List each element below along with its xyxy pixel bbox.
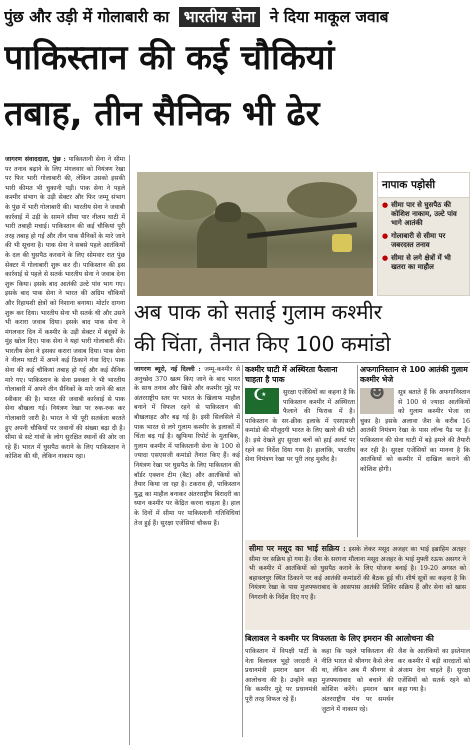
bullet-icon: ●	[382, 201, 389, 209]
afghanistan-body: सूत्र बताते हैं कि अफगानिस्तान से 100 से ज्यादा आतंकियों को गुलाम कश्मीर भेजा जा चुका है। इसके अलावा जैश के करीब 16 आतंकी नियंत्रण रेखा के पास लॉन्च पैड पर हैं। पाकिस्तान की सेना घाटी में बड़े हमले की तैयारी कर रही है। सुरक्षा एजेंसियों का मानना है कि आतंकियों को कश्मीर में दाखिल कराने की कोशिश होगी।	[360, 389, 470, 473]
mid-article	[134, 365, 240, 737]
sidebar-title: नापाक पड़ोसी	[378, 173, 469, 198]
masood-box	[245, 540, 470, 630]
afghanistan-headline: अफगानिस्तान से 100 आतंकी गुलाम कश्मीर भेजे	[360, 365, 468, 384]
sidebar-item-text: गोलाबारी से सीमा पर जबरदस्त तनाव	[391, 232, 446, 249]
bilawal-article	[245, 634, 470, 746]
left-article	[5, 155, 125, 745]
sidebar-list-item	[382, 232, 465, 250]
bilawal-col-1: पाकिस्तान में विपक्षी पार्टी के नेता बिलावल भुट्टो जरदारी ने प्रधानमंत्री इमरान खान की आलोचना की है। उन्होंने कहा कि कश्मीर मुद्दे पर प्रधानमंत्री पूरी तरह विफल रहे हैं।	[245, 648, 318, 703]
subhead-line-1: अब पाक को सताई गुलाम कश्मीर	[134, 300, 383, 324]
column-divider	[242, 365, 243, 737]
bilawal-headline: बिलावल ने कश्मीर पर विफलता के लिए इमरान की आलोचना की	[245, 634, 434, 643]
person-photo-icon	[360, 388, 394, 414]
bilawal-col-2: कहा कि पहले पाकिस्तान की नीति भारत से श्रीनगर कैसे लेना था, लेकिन अब मैं श्रीनगर से मुजफ्फराबाद को बचाने की कोशिश करेंगे। इमरान खान अंतरराष्ट्रीय मंच पर समर्थन जुटाने में नाकाम रहे।	[321, 648, 394, 713]
bilawal-col-3: जैश के आतंकियों का इस्तेमाल कर कश्मीर में बड़ी वारदातों को अंजाम देना चाहते हैं। सुरक्षा एजेंसियों को सतर्क रहने को कहा गया है।	[397, 648, 470, 694]
bullet-icon: ●	[382, 232, 389, 240]
mid-body: जम्मू-कश्मीर से अनुच्छेद 370 खत्म किए जाने के बाद भारत के साथ तनाव और खिसे और कश्मीर मुद्दे पर अंतरराष्ट्रीय स्तर पर भारत के खिलाफ माहौल बनाने में विफल रहने से पाकिस्तान की बौखलाहट और बढ़ गई है। इसी सिलसिले में पाक भारत से लगे गुलाम कश्मीर के इलाकों में चिंता बढ़ गई है। खुफिया रिपोर्ट के मुताबिक, गुलाम कश्मीर में पाकिस्तानी सेना के 100 से ज्यादा एसएसजी कमांडो तैनात किए हैं। कई नियंत्रण रेखा पर घुसपैठ के लिए पाकिस्तान की बॉर्डर एक्शन टीम (बैट) और आतंकियों को तैयार किया जा रहा है। टकराव ही, पाकिस्तान युद्ध का माहौल बनाकर अंतरराष्ट्रीय बिरादरी का ध्यान कश्मीर पर केंद्रित करना चाहता है। हाल के दिनों में सीमा पर पाकिस्तानी गतिविधियां तेज हुई हैं। सुरक्षा एजेंसियां चौकस हैं।	[134, 366, 240, 527]
kashmir-article	[245, 365, 355, 537]
left-dateline: जागरण संवाददाता, पुंछ :	[5, 156, 66, 163]
masood-headline: सीमा पर मसूद का भाई सक्रिय :	[249, 544, 346, 553]
afghanistan-article	[360, 365, 470, 537]
headline-line-1: पाकिस्तान की कई चौकियां	[4, 38, 335, 78]
sidebar-box	[377, 172, 470, 296]
pakistan-flag-icon	[245, 388, 279, 414]
left-body: पाकिस्तानी सेना ने सीमा पर तनाव बढ़ाने के लिए मंगलवार को नियंत्रण रेखा पर फिर भारी गोलाबारी की, लेकिन उसको इसकी भारी कीमत भी चुकानी पड़ी। पाक सेना ने पहले कश्मीर संभाग के उड़ी सेक्टर और फिर जम्मू संभाग के पुंछ में भारी गोलाबारी की। भारतीय सेना ने जवाबी कार्रवाई में उड़ी के सामने सीमा पार नीलम घाटी में भारी तबाही मचाई। पाकिस्तान की कई चौकियां पूरी तरह तबाह हो गई और तीन पाक सैनिकों के मारे जाने की भी सूचना है। पाक सेना ने सबसे पहले आतंकियों के दल की घुसपैठ करवाने के लिए सोमवार रात पुंछ सेक्टर में गोलाबारी शुरू कर दी। पाकिस्तान की इस कार्रवाई से पहले से सतर्क भारतीय सेना ने जवाब देना शुरू किया। इसके बाद आतंकी उल्टे पांव भाग गए। इसके बाद पाक सेना ने भारत की अग्रिम चौकियों और रिहायशी क्षेत्रों को निशाना बनाया। मोर्टार दागना शुरू कर दिया। भारतीय सेना भी सतर्क थी और उसने भी करारा जवाब दिया। इसके बाद पाक सेना ने मंगलवार दिन में कश्मीर के उड़ी सेक्टर में बंदूकों के मुंह खोल दिए। पाक सेना ने यहां भारी गोलाबारी की। भारतीय सेना ने इसका करारा जवाब दिया। पाक सेना ने नीलम घाटी में अपने कई ठिकाने गंवा दिए। पाक सेना की कई चौकियां तबाह हो गई और कई सैनिक मारे गए। पाकिस्तान के सेना प्रवक्ता ने भी भारतीय गोलाबारी में अपने तीन सैनिकों के मारे जाने की बात स्वीकार की है। भारत की जवाबी कार्रवाई से पाक सेना बौखला गई। नियंत्रण रेखा पर रुक-रुक कर गोलाबारी जारी है। भारत ने भी पूरी सतर्कता बरतते हुए अपनी चौकियों पर जवानों की संख्या बढ़ा दी है। सीमा से सटे गांवों के लोग सुरक्षित स्थानों की ओर जा रहे हैं। भारत में घुसपैठ कराने के लिए पाकिस्तान ने कोशिश की थी, लेकिन नाकाम रहा।	[5, 156, 125, 461]
subhead-rule	[134, 362, 470, 363]
column-divider	[357, 365, 358, 537]
soldier-photo	[137, 172, 373, 296]
headline-line-2: तबाह, तीन सैनिक भी ढेर	[4, 94, 320, 134]
sidebar-list	[378, 198, 469, 279]
kashmir-text	[245, 388, 355, 536]
sidebar-list-item	[382, 201, 465, 228]
bilawal-columns	[245, 647, 470, 743]
masood-body: इसके लेकर मसूद अजहर का भाई इब्राहिम अतहर सीमा पर सक्रिय हो गया है। जैश के सरगना मौलाना मसूद अजहर के भाई मुफ्ती रऊफ असगर ने भी कश्मीर में आतंकियों को घुसपैठ कराने के लिए योजना बनाई है। 19-20 अगस्त को बहावलपुर स्थित ठिकाने पर कई आतंकी कमांडरों की बैठक हुई थी। शीर्ष सूत्रों का कहना है कि नियंत्रण रेखा के पास मुजफ्फराबाद के आसपास आतंकी शिविर सक्रिय हैं और सेना को खास निगरानी के निर्देश दिए गए हैं।	[249, 546, 466, 601]
kicker-before: पुंछ और उड़ी में गोलाबारी का	[4, 8, 170, 26]
afghanistan-text	[360, 388, 470, 536]
sidebar-item-text: सीमा पार से घुसपैठ की कोशिश नाकाम, उल्टे पांव भागे आतंकी	[391, 201, 457, 227]
sidebar-list-item	[382, 254, 465, 272]
subhead-line-2: की चिंता, तैनात किए 100 कमांडो	[134, 332, 391, 356]
kashmir-body: सुरक्षा एजेंसियों का कहना है कि पाकिस्तान कश्मीर में अस्थिरता फैलाने की फिराक में है। पाकिस्तान के सर-क्रीक इलाके में एसएसजी कमांडो की मौजूदगी भारत के लिए खतरे की घंटी है। इसे देखते हुए सुरक्षा बलों को हाई अलर्ट पर रहने का निर्देश दिया गया है। हालांकि, भारतीय सेना नियंत्रण रेखा पर पूरी तरह मुस्तैद है।	[245, 389, 355, 464]
kicker-line	[4, 2, 470, 32]
kashmir-headline: कश्मीर घाटी में अस्थिरता फैलाना चाहता है पाक	[245, 365, 338, 384]
bullet-icon: ●	[382, 254, 389, 262]
mid-dateline: जागरण ब्यूरो, नई दिल्ली :	[134, 366, 201, 373]
kicker-after: ने दिया माकूल जवाब	[269, 8, 389, 26]
column-divider	[129, 155, 130, 745]
sidebar-item-text: सीमा से लगे क्षेत्रों में भी खतरा का माहौल	[391, 254, 451, 271]
kicker-highlight: भारतीय सेना	[179, 7, 261, 27]
